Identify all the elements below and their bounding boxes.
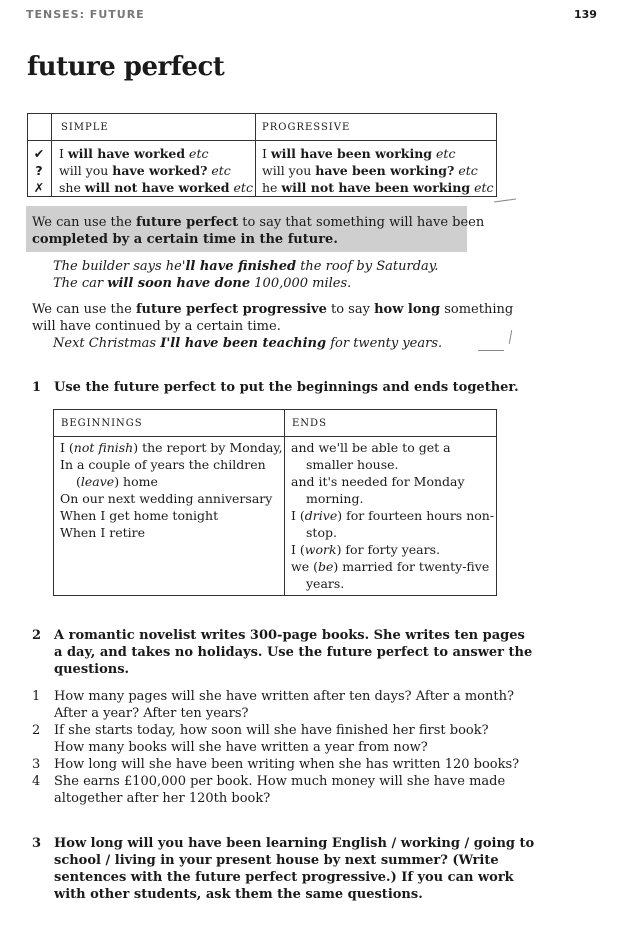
exercise-number: 3 — [32, 836, 42, 851]
exercise-instruction: a day, and takes no holidays. Use the future perfect to answer the — [54, 645, 533, 660]
cross-icon: ✗ — [33, 180, 45, 195]
table-row: ✔ I will have worked etc I will have been working etc — [28, 145, 496, 162]
question-number: 3 — [32, 757, 41, 772]
exercise-instruction: with other students, ask them the same questions. — [54, 887, 423, 902]
exercise-instruction: How long will you have been learning English / working / going to — [54, 836, 535, 851]
exercise-instruction: sentences with the future perfect progressive.) If you can work — [54, 870, 514, 885]
col-header-beginnings: BEGINNINGS — [61, 418, 143, 429]
pen-mark — [509, 330, 512, 344]
example-sentence: Next Christmas I'll have been teaching for twenty years. — [53, 336, 443, 351]
question-text: How long will she have been writing when she has written 120 books? — [54, 757, 520, 772]
explanation-line: will have continued by a certain time. — [32, 319, 281, 334]
page-number: 139 — [574, 8, 597, 21]
question-text: She earns £100,000 per book. How much money will she have made — [54, 774, 506, 789]
question-text: After a year? After ten years? — [54, 706, 249, 721]
end-item: I (work) for forty years. — [291, 542, 440, 557]
end-item: smaller house. — [306, 457, 399, 472]
end-item: and it's needed for Monday — [291, 474, 465, 489]
explanation-line: We can use the future perfect to say that something will have been — [32, 215, 485, 230]
question-number: 4 — [32, 774, 41, 789]
exercise-number: 2 — [32, 628, 42, 643]
section-title: TENSES: FUTURE — [26, 8, 145, 21]
end-item: morning. — [306, 491, 364, 506]
question-text: How many pages will she have written after ten days? After a month? — [54, 689, 514, 704]
col-header-progressive: PROGRESSIVE — [262, 122, 351, 133]
page-title: future perfect — [27, 52, 225, 82]
end-item: years. — [306, 576, 345, 591]
end-item: I (drive) for fourteen hours non- — [291, 508, 495, 523]
end-item: and we'll be able to get a — [291, 440, 451, 455]
question-number: 1 — [32, 689, 41, 704]
exercise-instruction: Use the future perfect to put the beginnings and ends together. — [54, 380, 519, 395]
example-sentence: The builder says he'll have finished the roof by Saturday. — [53, 259, 439, 274]
question-text: How many books will she have written a year from now? — [54, 740, 428, 755]
beginning-item: (leave) home — [76, 474, 158, 489]
exercise-instruction: A romantic novelist writes 300-page books. She writes ten pages — [54, 628, 525, 643]
exercise-instruction: questions. — [54, 662, 130, 677]
beginning-item: On our next wedding anniversary — [60, 491, 273, 506]
col-header-simple: SIMPLE — [61, 122, 109, 133]
beginning-item: I (not finish) the report by Monday, — [60, 440, 283, 455]
question-number: 2 — [32, 723, 41, 738]
beginning-item: In a couple of years the children — [60, 457, 266, 472]
question-text: If she starts today, how soon will she have finished her first book? — [54, 723, 489, 738]
exercise-instruction: school / living in your present house by next summer? (Write — [54, 853, 499, 868]
explanation-line: We can use the future perfect progressive to say how long something — [32, 302, 514, 317]
end-item: stop. — [306, 525, 337, 540]
pen-mark — [494, 198, 516, 202]
table-row: ✗ she will not have worked etc he will not have been working etc — [28, 179, 496, 196]
forms-table — [27, 113, 497, 197]
col-header-ends: ENDS — [292, 418, 327, 429]
end-item: we (be) married for twenty-five — [291, 559, 490, 574]
beginning-item: When I retire — [60, 525, 145, 540]
explanation-line: completed by a certain time in the future. — [32, 232, 338, 247]
pen-mark — [478, 350, 504, 351]
exercise-number: 1 — [32, 380, 42, 395]
check-icon: ✔ — [33, 146, 45, 161]
matching-table — [53, 409, 497, 596]
example-sentence: The car will soon have done 100,000 miles. — [53, 276, 352, 291]
beginning-item: When I get home tonight — [60, 508, 219, 523]
question-text: altogether after her 120th book? — [54, 791, 271, 806]
table-row: ? will you have worked? etc will you have been working? etc — [28, 162, 496, 179]
question-icon: ? — [35, 163, 43, 178]
